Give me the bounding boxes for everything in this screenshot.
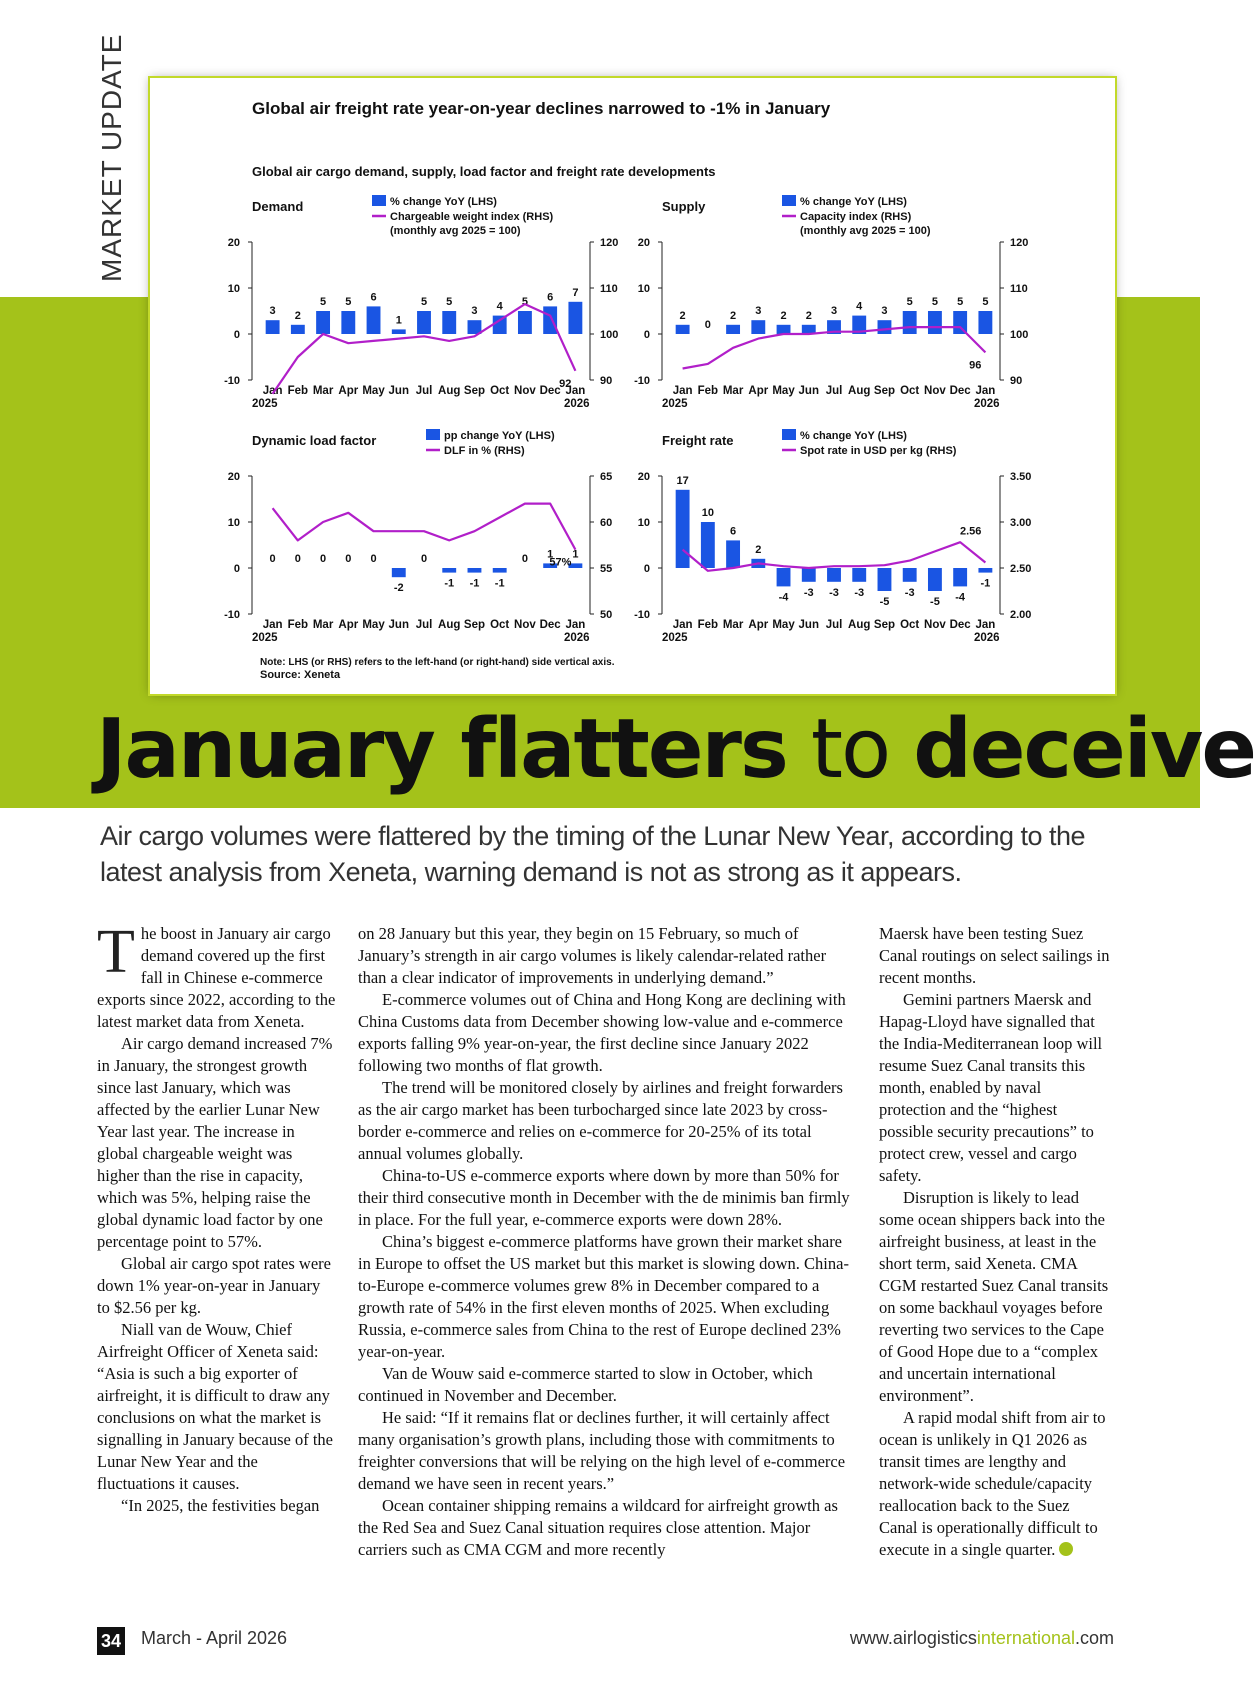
tick-label-rhs: 120 (1010, 237, 1029, 249)
tick-label-lhs: -10 (224, 609, 240, 621)
bar-data-label: 3 (830, 305, 838, 318)
tick-label-rhs: 2.50 (1010, 563, 1032, 575)
bar-data-label: 0 (294, 553, 301, 565)
legend-line-label: (monthly avg 2025 = 100) (390, 225, 521, 237)
x-tick-label: Jan (975, 385, 996, 397)
bar (878, 320, 892, 334)
tick-label-rhs: 100 (600, 329, 619, 341)
bar (367, 306, 381, 334)
bar (468, 568, 482, 573)
legend-line-label: (monthly avg 2025 = 100) (800, 225, 931, 237)
chart-note: Note: LHS (or RHS) refers to the left-hand (or right-hand) side vertical axis. (260, 657, 615, 668)
legend-bar-label: % change YoY (LHS) (800, 430, 907, 442)
tick-label-rhs: 110 (1010, 283, 1028, 295)
x-tick-label: Apr (338, 619, 359, 631)
issue-date: March - April 2026 (141, 1628, 288, 1648)
x-tick-label: Jun (798, 385, 819, 397)
x-year-label: 2025 (662, 398, 688, 410)
x-tick-label: Apr (748, 619, 769, 631)
bar-data-label: 5 (982, 296, 989, 308)
legend-bar-label: % change YoY (LHS) (390, 196, 497, 208)
headline-light: to (810, 702, 890, 797)
section-label: MARKET UPDATE (96, 33, 127, 282)
bar (676, 325, 690, 334)
bar (701, 522, 715, 568)
bar (568, 302, 582, 334)
tick-label-lhs: 0 (643, 563, 650, 575)
url-part-2: international (976, 1628, 1075, 1648)
tick-label-rhs: 110 (600, 283, 618, 295)
bar-data-label: 0 (420, 553, 428, 565)
bar (777, 568, 791, 586)
chart-card (150, 78, 1115, 694)
bar-data-label: 1 (572, 548, 579, 561)
tick-label-lhs: 10 (227, 283, 240, 295)
x-tick-label: May (362, 385, 385, 397)
paragraph (97, 918, 337, 1033)
panel-title-demand: Demand (252, 199, 304, 214)
x-year-label: 2026 (564, 632, 590, 644)
tick-label-lhs: -10 (224, 375, 240, 387)
x-tick-label: Sep (873, 385, 896, 397)
globe-icon (1059, 1542, 1073, 1556)
bar-data-label: 10 (701, 507, 714, 519)
paragraph: China-to-US e-commerce exports where down by more than 50% for their third consecutive month in December with the de minimis ban firmly in place. For the full year, e-commerce exports were down 28%. (358, 1166, 850, 1229)
paragraph: China’s biggest e-commerce platforms have grown their market share in Europe to offset the US market but this market is slowing down. China-to-Europe e-commerce volumes grew 8% in December compared to a growth rate of 54% in the first eleven months of 2025. When excluding Russia, e-commerce sales from China to the rest of Europe declined 23% year-on-year. (358, 1232, 849, 1361)
x-tick-label: Dec (539, 619, 561, 631)
bar-data-label: -3 (829, 586, 839, 599)
tick-label-lhs: 0 (643, 329, 650, 341)
tick-label-lhs: 20 (227, 471, 240, 483)
x-tick-label: Mar (312, 619, 334, 631)
tick-label-rhs: 90 (1010, 375, 1023, 387)
tick-label-lhs: 10 (227, 517, 240, 529)
line-end-label: 92 (559, 377, 572, 390)
bar-data-label: 5 (906, 296, 913, 308)
bar-data-label: 2 (805, 309, 812, 322)
bar-data-label: 0 (521, 553, 528, 565)
x-tick-label: Jul (825, 385, 843, 397)
paragraph: Disruption is likely to lead some ocean shippers back into the airfreight business, at least in the short term, said Xeneta. CMA CGM restarted Suez Canal transits on some backhaul voyages before reverting two services to the Cape of Good Hope due to a “complex and uncertain international environment”. (879, 1188, 1109, 1405)
tick-label-rhs: 60 (600, 517, 613, 529)
x-year-label: 2025 (252, 632, 278, 644)
panel-title-supply: Supply (662, 199, 706, 214)
bar-data-label: 2 (730, 309, 737, 322)
x-tick-label: Jan (672, 385, 693, 397)
x-tick-label: Jan (262, 619, 283, 631)
tick-label-lhs: 0 (233, 329, 240, 341)
bar-data-label: 4 (856, 300, 863, 313)
paragraph: He said: “If it remains flat or declines further, it will certainly affect many organisation’s growth plans, including those with commitments to freighter conversions that will be relying on the high level of e-commerce demand we have seen in recent years.” (358, 1408, 846, 1493)
x-tick-label: Feb (287, 619, 309, 631)
x-tick-label: Dec (539, 385, 561, 397)
chart-subtitle: Global air cargo demand, supply, load factor and freight rate developments (252, 164, 716, 179)
legend-bar-swatch (426, 429, 440, 440)
x-tick-label: Jan (975, 619, 996, 631)
bar-data-label: -4 (955, 591, 966, 604)
paragraph: “In 2025, the festivities began (121, 1496, 320, 1515)
paragraph: Air cargo demand increased 7% in January, the strongest growth since last January, which was affected by the earlier Lunar New Year last year. The increase in global chargeable weight was higher than the rise in capacity, which was 5%, helping raise the global dynamic load factor by one percentage point to 57%. (97, 1034, 333, 1251)
x-tick-label: Sep (463, 619, 486, 631)
x-tick-label: May (772, 619, 795, 631)
x-tick-label: Nov (514, 619, 536, 631)
bar (802, 568, 816, 582)
x-tick-label: Jul (415, 385, 433, 397)
x-tick-label: Jan (565, 619, 586, 631)
bar (903, 568, 917, 582)
x-year-label: 2026 (564, 398, 590, 410)
bar (978, 311, 992, 334)
paragraph: Global air cargo spot rates were down 1% year-on-year in January to $2.56 per kg. (97, 1254, 331, 1317)
tick-label-lhs: 0 (233, 563, 240, 575)
bar-data-label: 0 (704, 319, 711, 331)
x-tick-label: Oct (900, 385, 920, 397)
x-tick-label: Oct (490, 619, 510, 631)
bar-data-label: 1 (547, 548, 554, 561)
tick-label-lhs: 10 (637, 283, 650, 295)
line-end-label: 2.56 (959, 525, 982, 538)
chart-svg (150, 78, 1115, 694)
panel-title-dynamic-load-factor: Dynamic load factor (252, 433, 377, 448)
bar (493, 568, 507, 573)
bar-data-label: 5 (931, 296, 938, 308)
bar-data-label: 3 (881, 305, 888, 318)
chart-title: Global air freight rate year-on-year declines narrowed to -1% in January (252, 99, 831, 118)
bar-data-label: 5 (320, 296, 327, 308)
bar (316, 311, 330, 334)
paragraph: Ocean container shipping remains a wildcard for airfreight growth as the Red Sea and Suez Canal situation requires close attention. Major carriers such as CMA CGM and more recently (358, 1496, 838, 1559)
bar-data-label: 4 (496, 300, 503, 313)
x-tick-label: Feb (287, 385, 309, 397)
x-tick-label: Aug (438, 385, 461, 397)
bar-data-label: -3 (854, 586, 865, 599)
x-tick-label: Aug (438, 619, 461, 631)
bar (442, 311, 456, 334)
bar (928, 568, 942, 591)
bar-data-label: 1 (395, 314, 402, 327)
bar-data-label: 3 (269, 305, 276, 318)
x-tick-label: Mar (722, 619, 744, 631)
headline-bold-2: deceive (913, 702, 1255, 797)
line-end-label: 96 (969, 359, 982, 372)
line-end-label: 57% (549, 556, 572, 569)
article-column-2 (358, 923, 856, 1561)
legend-bar-swatch (782, 429, 796, 440)
bar (751, 320, 765, 334)
legend-line-label: Capacity index (RHS) (800, 211, 912, 223)
x-tick-label: Feb (697, 385, 719, 397)
x-tick-label: Oct (490, 385, 510, 397)
bar (543, 306, 557, 334)
x-tick-label: Jan (565, 385, 586, 397)
paragraph: E-commerce volumes out of China and Hong Kong are declining with China Customs data from December showing low-value and e-commerce exports falling 9% year-on-year, the first decline since January 2022 following two months of flat growth. (358, 990, 846, 1075)
bar-data-label: -1 (494, 577, 505, 590)
paragraph-text: he boost in January air cargo demand covered up the first fall in Chinese e-commerce exports since 2022, according to the latest market data from Xeneta. (97, 924, 336, 1031)
bar (442, 568, 456, 573)
tick-label-rhs: 100 (1010, 329, 1029, 341)
bar (676, 490, 690, 568)
bar-data-label: 6 (547, 291, 554, 304)
tick-label-lhs: 20 (637, 471, 650, 483)
bar-data-label: 5 (957, 296, 964, 308)
bar-data-label: 2 (294, 309, 301, 322)
bar-data-label: -3 (803, 586, 814, 599)
x-tick-label: Dec (949, 385, 971, 397)
bar-data-label: 5 (521, 296, 528, 308)
page-number: 34 (97, 1627, 125, 1655)
bar-data-label: 0 (370, 553, 377, 565)
bar (852, 568, 866, 582)
tick-label-rhs: 65 (600, 471, 613, 483)
url-part-3: .com (1074, 1628, 1114, 1648)
bar-data-label: -4 (778, 591, 789, 604)
x-year-label: 2026 (974, 398, 1000, 410)
x-tick-label: Jul (825, 619, 843, 631)
tick-label-rhs: 120 (600, 237, 619, 249)
x-tick-label: Jun (388, 619, 409, 631)
x-tick-label: Apr (748, 385, 769, 397)
x-tick-label: Dec (949, 619, 971, 631)
bar (878, 568, 892, 591)
paragraph: on 28 January but this year, they begin on 15 February, so much of January’s strength in air cargo volumes is likely calendar-related rather than a clear indicator of improvements in underlying demand.” (358, 924, 827, 987)
website-url[interactable] (850, 1628, 1114, 1649)
paragraph: The trend will be monitored closely by airlines and freight forwarders as the air cargo market has been turbocharged since late 2023 by cross-border e-commerce and relies on e-commerce for 20-25% of its total annual volumes globally. (358, 1078, 843, 1163)
x-tick-label: Jun (388, 385, 409, 397)
bar (341, 311, 355, 334)
x-year-label: 2026 (974, 632, 1000, 644)
bar-data-label: 5 (345, 296, 352, 308)
bar-data-label: 2 (780, 309, 787, 322)
x-tick-label: Mar (722, 385, 744, 397)
legend-line-label: DLF in % (RHS) (444, 445, 525, 457)
chart-panels (224, 195, 1031, 644)
x-tick-label: Oct (900, 619, 920, 631)
panel-title-freight-rate: Freight rate (662, 433, 734, 448)
paragraph: Gemini partners Maersk and Hapag-Lloyd have signalled that the India-Mediterranean loop will resume Suez Canal transits this month, enabled by naval protection and the “highest possible security precautions” to protect crew, vessel and cargo safety. (879, 990, 1103, 1185)
paragraph-text: A rapid modal shift from air to ocean is unlikely in Q1 2026 as transit times are lengthy and network-wide schedule/capacity reallocation back to the Suez Canal is operationally difficult to execute in a single quarter. (879, 1408, 1106, 1559)
x-tick-label: Sep (463, 385, 486, 397)
headline (96, 700, 1255, 800)
bar (518, 311, 532, 334)
x-tick-label: Nov (924, 619, 946, 631)
bar-data-label: 6 (370, 291, 377, 304)
paragraph: Niall van de Wouw, Chief Airfreight Officer of Xeneta said: “Asia is such a big exporter of airfreight, it is difficult to draw any conclusions on what the market is signalling in January because of the Lunar New Year and the fluctuations it causes. (97, 1320, 333, 1493)
x-tick-label: Jan (672, 619, 693, 631)
tick-label-rhs: 3.00 (1010, 517, 1032, 529)
bar-data-label: 6 (730, 525, 737, 538)
x-tick-label: Aug (848, 385, 871, 397)
bar (928, 311, 942, 334)
paragraph: Maersk have been testing Suez Canal routings on select sailings in recent months. (879, 924, 1110, 987)
bar (777, 325, 791, 334)
x-year-label: 2025 (662, 632, 688, 644)
bar-data-label: 0 (269, 553, 276, 565)
x-tick-label: Apr (338, 385, 359, 397)
legend-bar-swatch (372, 195, 386, 206)
bar-data-label: 5 (446, 296, 453, 308)
legend-bar-label: pp change YoY (LHS) (444, 430, 555, 442)
x-tick-label: Feb (697, 619, 719, 631)
bar-data-label: 5 (420, 296, 428, 308)
bar-data-label: -5 (879, 596, 890, 608)
tick-label-lhs: -10 (634, 609, 650, 621)
bar (827, 568, 841, 582)
bar (392, 329, 406, 334)
tick-label-rhs: 2.00 (1010, 609, 1032, 621)
x-tick-label: Nov (924, 385, 946, 397)
bar-data-label: -1 (444, 577, 455, 590)
legend-bar-label: % change YoY (LHS) (800, 196, 907, 208)
tick-label-rhs: 55 (600, 563, 613, 575)
x-tick-label: May (362, 619, 385, 631)
x-tick-label: Jul (415, 619, 433, 631)
bar-data-label: 3 (755, 305, 762, 318)
url-part-1: www.airlogistics (849, 1628, 977, 1648)
x-tick-label: Jun (798, 619, 819, 631)
tick-label-rhs: 50 (600, 609, 613, 621)
article-column-3 (879, 923, 1112, 1561)
bar (266, 320, 280, 334)
standfirst: Air cargo volumes were flattered by the timing of the Lunar New Year, according to the latest analysis from Xeneta, warning demand is not as strong as it appears. (100, 821, 1086, 887)
bar-data-label: 2 (755, 543, 762, 556)
bar (953, 568, 967, 586)
x-tick-label: Aug (848, 619, 871, 631)
tick-label-lhs: 10 (637, 517, 650, 529)
bar-data-label: -1 (469, 577, 480, 590)
bar-data-label: 0 (345, 553, 352, 565)
bar (978, 568, 992, 573)
tick-label-rhs: 3.50 (1010, 471, 1032, 483)
x-tick-label: Jan (262, 385, 283, 397)
bar-data-label: 7 (572, 286, 579, 299)
headline-bold-1: January flatters (96, 702, 787, 797)
bar-data-label: -2 (393, 582, 404, 595)
paragraph (879, 1407, 1112, 1561)
paragraph: Van de Wouw said e-commerce started to slow in October, which continued in November and December. (358, 1364, 813, 1405)
bar-data-label: -3 (904, 586, 915, 599)
bar (903, 311, 917, 334)
bar-data-label: 17 (676, 474, 689, 487)
x-tick-label: Nov (514, 385, 536, 397)
bar-data-label: 3 (471, 305, 478, 318)
bar (291, 325, 305, 334)
x-tick-label: Mar (312, 385, 334, 397)
bar-data-label: 0 (320, 553, 327, 565)
tick-label-lhs: 20 (637, 237, 650, 249)
dropcap: T (97, 918, 135, 986)
tick-label-rhs: 90 (600, 375, 613, 387)
bar (726, 540, 740, 568)
series-line (273, 504, 576, 550)
bar-data-label: 2 (679, 309, 686, 322)
x-tick-label: May (772, 385, 795, 397)
legend-line-label: Spot rate in USD per kg (RHS) (800, 445, 957, 457)
legend-line-label: Chargeable weight index (RHS) (390, 211, 554, 223)
tick-label-lhs: 20 (227, 237, 240, 249)
bar (417, 311, 431, 334)
legend-bar-swatch (782, 195, 796, 206)
tick-label-lhs: -10 (634, 375, 650, 387)
x-tick-label: Sep (873, 619, 896, 631)
bar (392, 568, 406, 577)
x-year-label: 2025 (252, 398, 278, 410)
bar-data-label: -5 (930, 596, 940, 608)
bar (726, 325, 740, 334)
chart-source: Source: Xeneta (260, 669, 341, 681)
bar-data-label: -1 (980, 577, 991, 590)
article-column-1 (97, 918, 337, 1517)
